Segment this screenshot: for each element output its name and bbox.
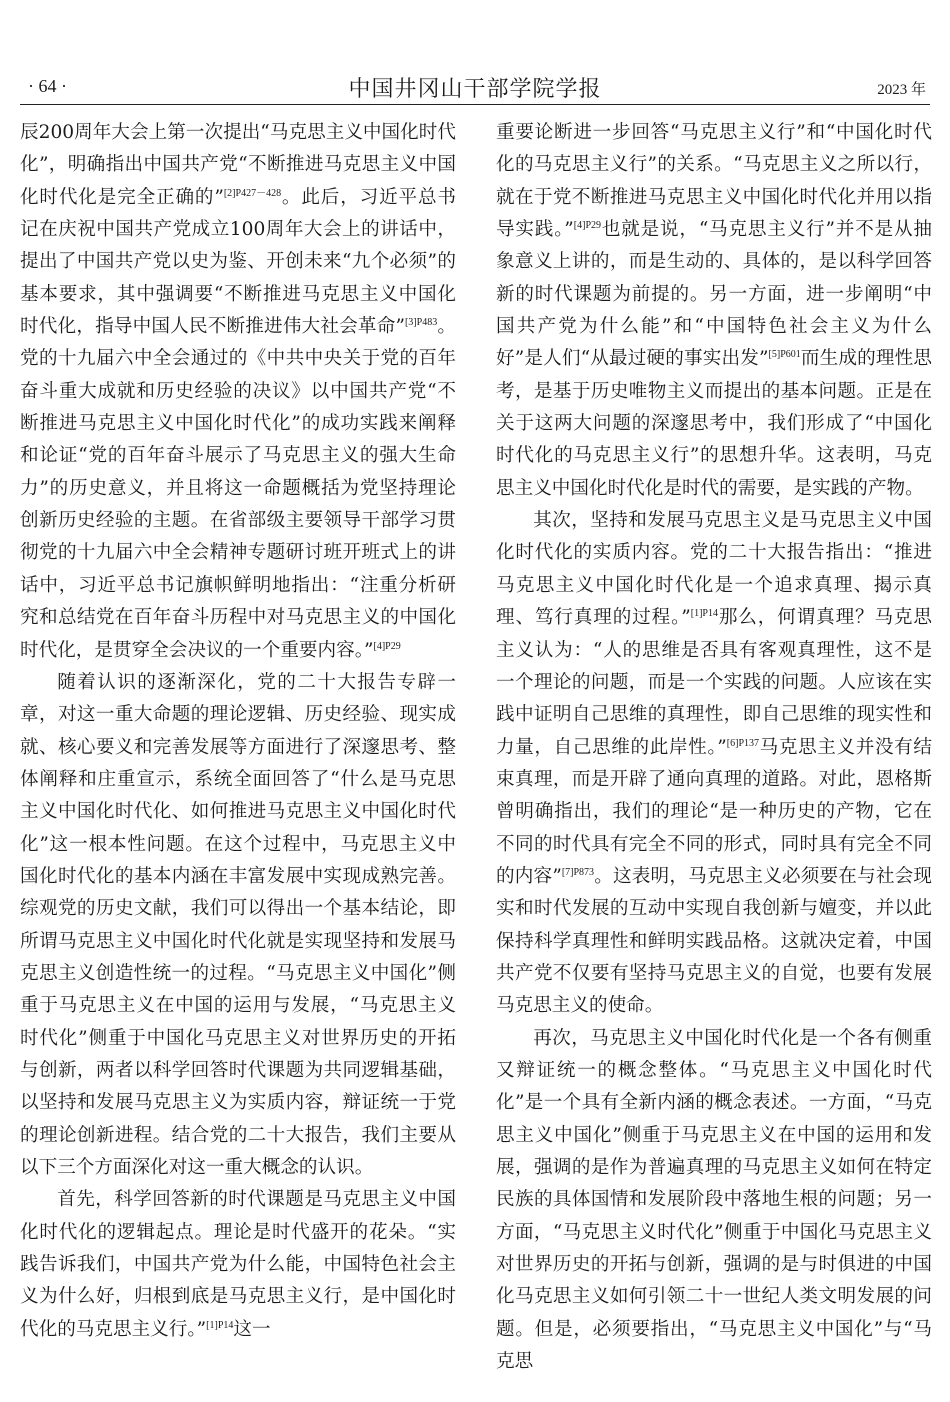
citation-ref: [1]P14 (206, 1319, 234, 1331)
citation-ref: [4]P29 (373, 640, 401, 652)
running-header (20, 72, 930, 105)
citation-ref: [6]P137 (726, 737, 760, 749)
page-number: · 64 · (28, 76, 67, 96)
paragraph: 再次，马克思主义中国化时代化是一个各有侧重又辩证统一的概念整体。“马克思主义中国化时代化”是一个具有全新内涵的概念表述。一方面，“马克思主义中国化”侧重于马克思主义在中国的运用和发展，强调的是作为普遍真理的马克思主义如何在特定民族的具体国情和发展阶段中落地生根的问题；另一方面，“马克思主义时代化”侧重于中国化马克思主义对世界历史的开拓与创新，强调的是与时俱进的中国化马克思主义如何引领二十一世纪人类文明发展的问题。但是，必须要指出，“马克思主义中国化”与“马克思 (496, 1027, 932, 1373)
citation-ref: [7]P873 (561, 866, 595, 878)
publication-year: 2023 年 (877, 82, 926, 98)
paragraph: 随着认识的逐渐深化，党的二十大报告专辟一章，对这一重大命题的理论逻辑、历史经验、现实成就、核心要义和完善发展等方面进行了深邃思考、整体阐释和庄重宣示，系统全面回答了“什么是马克思主义中国化时代化、如何推进马克思主义中国化时代化”这一根本性问题。在这个过程中，马克思主义中国化时代化的基本内涵在丰富发展中实现成熟完善。综观党的历史文献，我们可以得出一个基本结论，即所谓马克思主义中国化时代化就是实现坚持和发展马克思主义创造性统一的过程。“马克思主义中国化”侧重于马克思主义在中国的运用与发展，“马克思主义时代化”侧重于中国化马克思主义对世界历史的开拓与创新，两者以科学回答时代课题为共同逻辑基础，以坚持和发展马克思主义为实质内容，辩证统一于党的理论创新进程。结合党的二十大报告，我们主要从以下三个方面深化对这一重大概念的认识。 (20, 671, 456, 1178)
citation-ref: [2]P427－428 (223, 187, 282, 199)
citation-ref: [5]P601 (768, 349, 801, 361)
citation-ref: [1]P14 (690, 607, 718, 619)
paragraph: 其次，坚持和发展马克思主义是马克思主义中国化时代化的实质内容。党的二十大报告指出：“推进马克思主义中国化时代化是一个追求真理、揭示真理、笃行真理的过程。”$^{[1]P14}$那么，何谓真理？马克思主义认为：“人的思维是否具有客观真理性，这不是一个理论的问题，而是一个实践的问题。人应该在实践中证明自己思维的真理性，即自己思维的现实性和力量，自己思维的此岸性。”$^{[6]P137}$马克思主义并没有结束真理，而是开辟了通向真理的道路。对此，恩格斯曾明确指出，我们的理论“是一种历史的产物，它在不同的时代具有完全不同的形式，同时具有完全不同的内容”$^{[7]P873}$。这表明，马克思主义必须要在与社会现实和时代发展的互动中实现自我创新与嬗变，并以此保持科学真理性和鲜明实践品格。这就决定着，中国共产党不仅要有坚持马克思主义的自觉，也要有发展马克思主义的使命。 (496, 510, 932, 1017)
citation-ref: [3]P483 (404, 316, 438, 328)
paragraph-continued: 重要论断进一步回答“马克思主义行”和“中国化时代化的马克思主义行”的关系。“马克思主义之所以行，就在于党不断推进马克思主义中国化时代化并用以指导实践。”$^{[4]P29}$也就是说，“马克思主义行”并不是从抽象意义上讲的，而是生动的、具体的，是以科学回答新的时代课题为前提的。另一方面，进一步阐明“中国共产党为什么能”和“中国特色社会主义为什么好”是人们“从最过硬的事实出发”$^{[5]P601}$而生成的理性思考，是基于历史唯物主义而提出的基本问题。正是在关于这两大问题的深邃思考中，我们形成了“中国化时代化的马克思主义行”的思想升华。这表明，马克思主义中国化时代化是时代的需要，是实践的产物。 (496, 122, 932, 499)
journal-title: 中国井冈山干部学院学报 (348, 77, 602, 102)
left-column (20, 117, 456, 1387)
citation-ref: [4]P29 (573, 219, 602, 231)
right-column (496, 117, 932, 1387)
paragraph: 首先，科学回答新的时代课题是马克思主义中国化时代化的逻辑起点。理论是时代盛开的花朵。“实践告诉我们，中国共产党为什么能，中国特色社会主义为什么好，归根到底是马克思主义行，是中国化时代化的马克思主义行。”$^{[1]P14}$这一 (20, 1189, 456, 1340)
paragraph-continued: 辰200周年大会上第一次提出“马克思主义中国化时代化”，明确指出中国共产党“不断推进马克思主义中国化时代化是完全正确的”$^{[2]P427-428}$。此后，习近平总书记在庆祝中国共产党成立100周年大会上的讲话中，提出了中国共产党以史为鉴、开创未来“九个必须”的基本要求，其中强调要“不断推进马克思主义中国化时代化，指导中国人民不断推进伟大社会革命”$^{[3]P483}$。党的十九届六中全会通过的《中共中央关于党的百年奋斗重大成就和历史经验的决议》以中国共产党“不断推进马克思主义中国化时代化”的成功实践来阐释和论证“党的百年奋斗展示了马克思主义的强大生命力”的历史意义，并且将这一命题概括为党坚持理论创新历史经验的主题。在省部级主要领导干部学习贯彻党的十九届六中全会精神专题研讨班开班式上的讲话中，习近平总书记旗帜鲜明地指出：“注重分析研究和总结党在百年奋斗历程中对马克思主义的中国化时代化，是贯穿全会决议的一个重要内容。”$^{[4]P29}$ (20, 122, 456, 661)
